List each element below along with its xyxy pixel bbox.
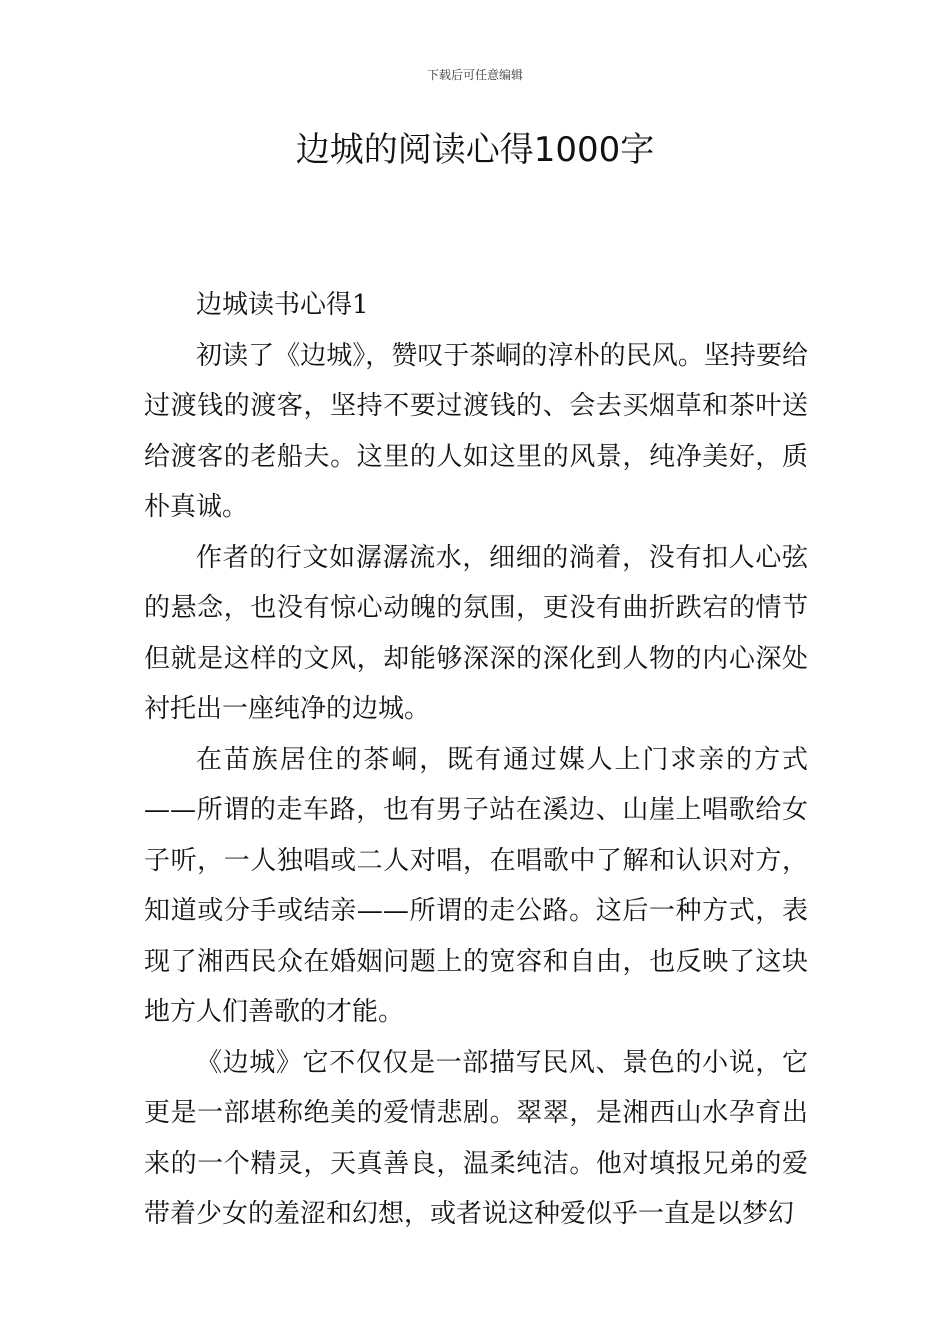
section-heading: 边城读书心得1 [196,290,369,320]
paragraph-1: 初读了《边城》，赞叹于茶峒的淳朴的民风。坚持要给过渡钱的渡客，坚持不要过渡钱的、会去买烟草和茶叶送给渡客的老船夫。这里的人如这里的风景，纯净美好，质朴真诚。 [144,340,808,522]
paragraph-4: 《边城》它不仅仅是一部描写民风、景色的小说，它更是一部堪称绝美的爱情悲剧。翠翠，是湘西山水孕育出来的一个精灵，天真善良，温柔纯洁。他对填报兄弟的爱带着少女的羞涩和幻想，或者说这种爱似乎一直是以梦幻 [144,1047,808,1229]
header-note: 下载后可任意编辑 [426,68,523,82]
paragraph-2: 作者的行文如潺潺流水，细细的淌着，没有扣人心弦的悬念，也没有惊心动魄的氛围，更没有曲折跌宕的情节但就是这样的文风，却能够深深的深化到人物的内心深处衬托出一座纯净的边城。 [144,542,808,724]
paragraph-3: 在苗族居住的茶峒，既有通过媒人上门求亲的方式——所谓的走车路，也有男子站在溪边、山崖上唱歌给女子听，一人独唱或二人对唱，在唱歌中了解和认识对方，知道或分手或结亲——所谓的走公路。这后一种方式，表现了湘西民众在婚姻问题上的宽容和自由，也反映了这块地方人们善歌的才能。 [144,744,808,1027]
document-body [144,280,808,1240]
document-title: 边城的阅读心得1000字 [295,130,655,170]
